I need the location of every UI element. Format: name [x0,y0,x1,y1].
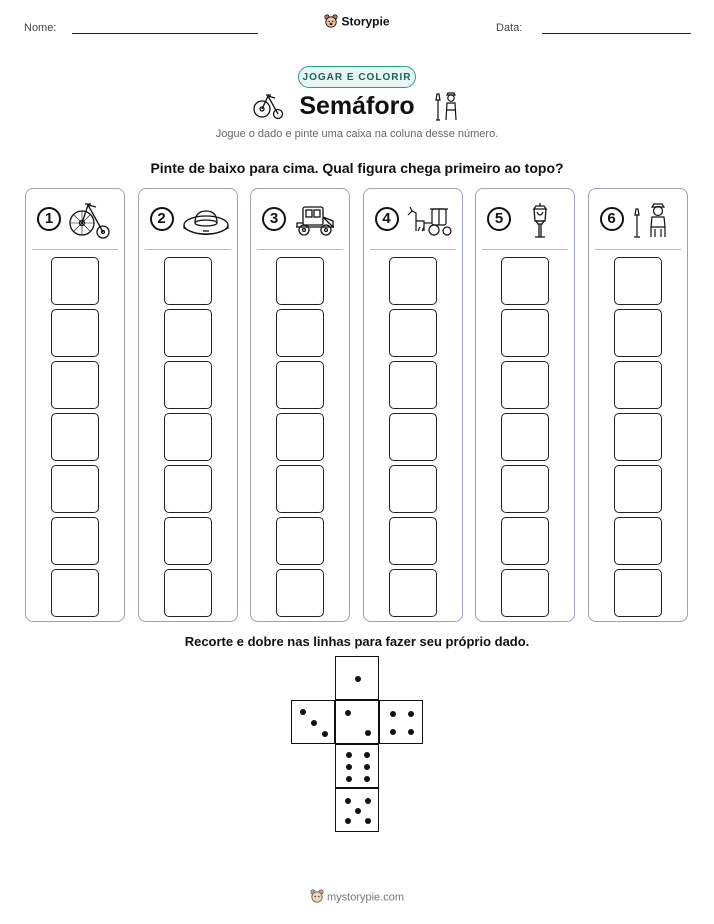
brand-name: Storypie [341,14,390,29]
color-box[interactable] [614,413,662,461]
color-box[interactable] [276,465,324,513]
die-pip [364,764,370,770]
color-box[interactable] [614,517,662,565]
color-box[interactable] [164,569,212,617]
color-box[interactable] [501,309,549,357]
color-box[interactable] [164,257,212,305]
color-box[interactable] [276,361,324,409]
die-pip [300,709,306,715]
die-face-4 [379,700,423,744]
die-pip [390,729,396,735]
color-box[interactable] [614,569,662,617]
die-pip [355,808,361,814]
color-box[interactable] [501,413,549,461]
die-pip [365,818,371,824]
color-box[interactable] [51,413,99,461]
color-box[interactable] [614,361,662,409]
column-divider [595,249,681,250]
die-pip [346,776,352,782]
column-4 [363,188,463,622]
die-face-5 [335,788,379,832]
color-box[interactable] [51,465,99,513]
color-box[interactable] [276,569,324,617]
color-box[interactable] [389,517,437,565]
die-face-6 [335,744,379,788]
column-6 [588,188,688,622]
footer-url: mystorypie.com [326,891,405,904]
horse-carriage-icon [406,201,450,239]
die-pip [390,711,396,717]
lamp-officer-title-icon [434,90,462,127]
name-label: Nome: [24,22,57,34]
color-box[interactable] [614,309,662,357]
color-box[interactable] [276,517,324,565]
instruction: Pinte de baixo para cima. Qual figura chega primeiro ao topo? [150,160,564,176]
color-box[interactable] [51,309,99,357]
footer-bear-icon [310,889,324,906]
column-divider [370,249,456,250]
color-box[interactable] [51,569,99,617]
police-officer-icon [631,201,675,239]
die-pip [364,776,370,782]
street-lamp-icon [518,201,562,239]
color-box[interactable] [389,465,437,513]
die-pip [345,710,351,716]
die-pip [346,764,352,770]
column-number: 6 [600,207,624,231]
cut-instruction: Recorte e dobre nas linhas para fazer seu próprio dado. [184,634,530,649]
color-box[interactable] [501,569,549,617]
penny-farthing-bicycle-icon [68,201,112,239]
die-pip [364,752,370,758]
color-box[interactable] [501,361,549,409]
date-line[interactable] [542,33,691,34]
color-box[interactable] [501,465,549,513]
name-line[interactable] [72,33,258,34]
color-box[interactable] [164,361,212,409]
color-box[interactable] [276,257,324,305]
column-divider [482,249,568,250]
color-box[interactable] [389,309,437,357]
color-box[interactable] [164,517,212,565]
die-pip [345,818,351,824]
die-face-3 [291,700,335,744]
color-box[interactable] [501,257,549,305]
die-pip [408,729,414,735]
die-pip [365,798,371,804]
column-number: 3 [262,207,286,231]
color-box[interactable] [51,361,99,409]
color-box[interactable] [276,413,324,461]
die-pip [322,731,328,737]
column-divider [32,249,118,250]
color-box[interactable] [51,257,99,305]
column-number: 5 [487,207,511,231]
die-face-1 [335,656,379,700]
column-number: 2 [150,207,174,231]
color-box[interactable] [51,517,99,565]
die-pip [346,752,352,758]
column-3 [250,188,350,622]
color-box[interactable] [501,517,549,565]
color-box[interactable] [614,465,662,513]
column-divider [145,249,231,250]
color-box[interactable] [389,361,437,409]
die-pip [408,711,414,717]
vintage-car-icon [293,201,337,239]
die-face-2 [335,700,379,744]
color-box[interactable] [389,257,437,305]
color-box[interactable] [389,413,437,461]
die-pip [311,720,317,726]
column-number: 4 [375,207,399,231]
column-5 [475,188,575,622]
color-box[interactable] [164,309,212,357]
column-1 [25,188,125,622]
column-divider [257,249,343,250]
bell-button-icon [181,201,225,239]
bear-icon [324,14,338,31]
subtitle: Jogue o dado e pinte uma caixa na coluna desse número. [215,128,499,140]
die-pip [365,730,371,736]
color-box[interactable] [614,257,662,305]
die-pip [345,798,351,804]
date-label: Data: [496,22,523,34]
activity-badge: JOGAR E COLORIR [298,66,416,88]
color-box[interactable] [164,465,212,513]
color-box[interactable] [276,309,324,357]
footer [0,889,714,906]
page-title: Semáforo [299,92,415,120]
color-box[interactable] [164,413,212,461]
die-pip [355,676,361,682]
column-number: 1 [37,207,61,231]
brand-logo [0,14,714,31]
column-2 [138,188,238,622]
color-box[interactable] [389,569,437,617]
